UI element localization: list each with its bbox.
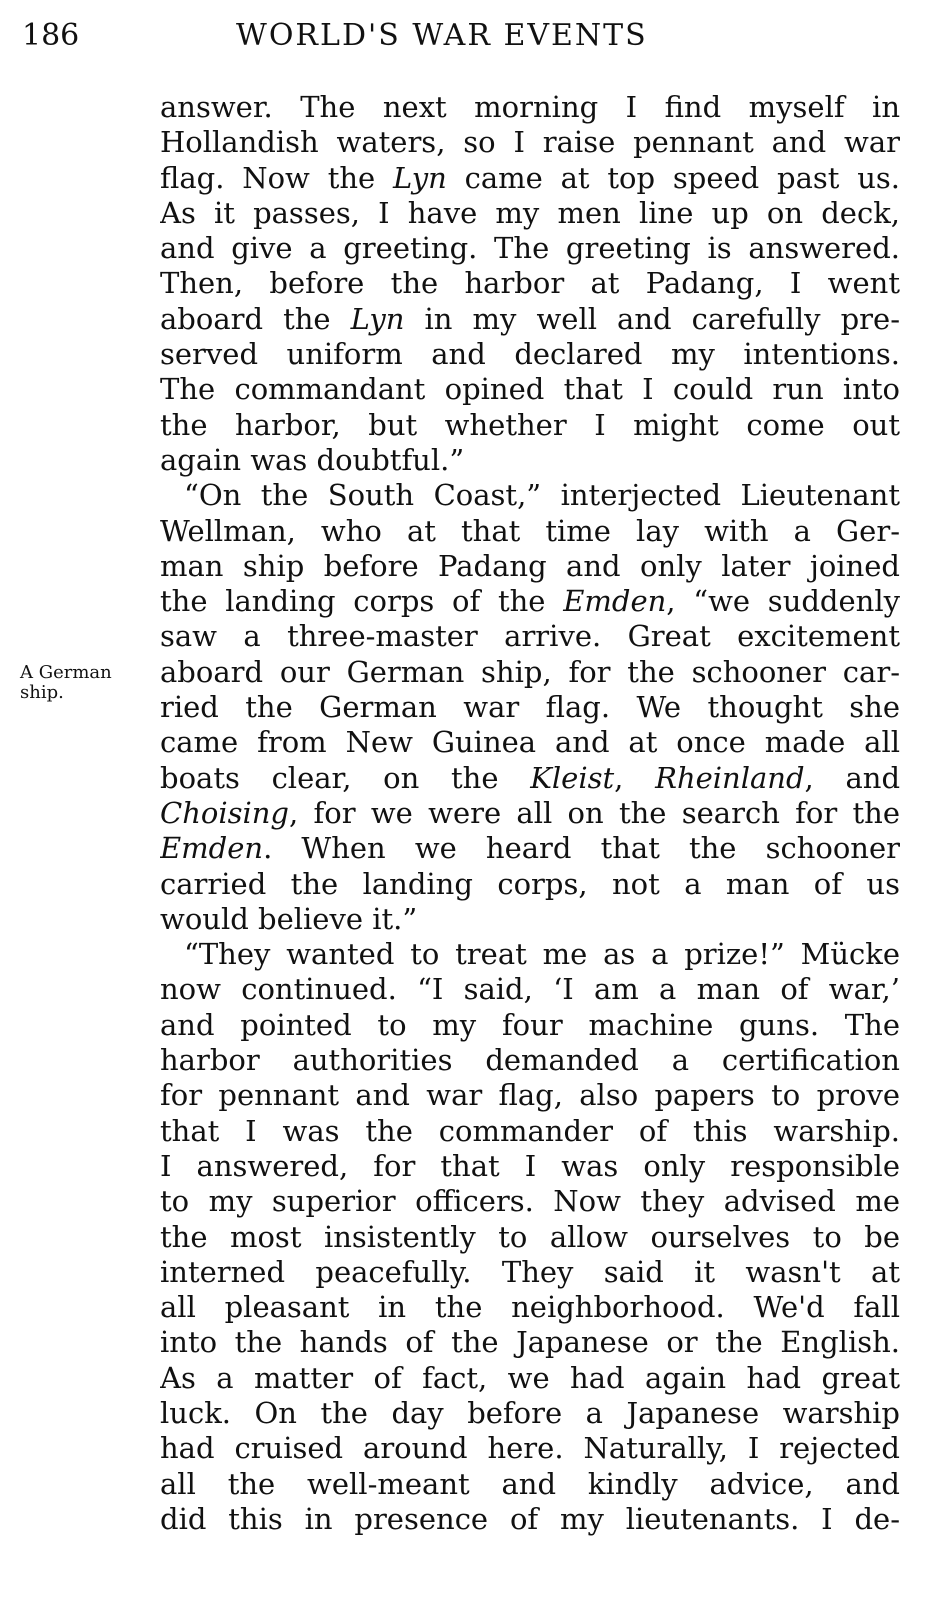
text-run: boats clear, on the [160, 760, 531, 795]
text-line [160, 302, 900, 337]
text-run: , “we suddenly [666, 584, 900, 619]
text-line [160, 1149, 900, 1184]
text-run: aboard the [160, 301, 351, 336]
text-run: the landing corps of the [160, 584, 564, 619]
text-line [160, 125, 900, 160]
text-line [160, 408, 900, 443]
ship-name: Choising [160, 795, 289, 830]
margin-note-line: ship. [20, 682, 64, 703]
text-line [160, 584, 900, 619]
text-run: The commandant opined that I could run into [160, 372, 900, 407]
text-run: now continued. “I said, ‘I am a man of war,’ [160, 972, 900, 1007]
text-run: luck. On the day before a Japanese warship [160, 1395, 900, 1430]
ship-name: Lyn [350, 301, 405, 336]
body-text [160, 90, 900, 1537]
text-run: Wellman, who at that time lay with a Ger- [160, 513, 900, 548]
page-number: 186 [22, 18, 80, 53]
text-run: did this in presence of my lieutenants. I de- [160, 1501, 900, 1536]
text-line [160, 1502, 900, 1537]
text-run: “On the South Coast,” interjected Lieutenant [184, 478, 900, 513]
text-run: aboard our German ship, for the schooner car- [160, 654, 900, 689]
text-line [160, 725, 900, 760]
text-run: saw a three-master arrive. Great excitement [160, 619, 900, 654]
margin-note [20, 663, 158, 703]
text-line [160, 972, 900, 1007]
text-run: and give a greeting. The greeting is answered. [160, 231, 900, 266]
text-line [160, 1325, 900, 1360]
text-line [160, 1255, 900, 1290]
text-run: all the well-meant and kindly advice, and [160, 1466, 900, 1501]
text-line [160, 902, 900, 937]
text-line [160, 867, 900, 902]
text-run: again was doubtful.” [160, 442, 465, 477]
text-run: came from New Guinea and at once made all [160, 725, 900, 760]
text-line [160, 1043, 900, 1078]
text-line [160, 796, 900, 831]
text-line [160, 161, 900, 196]
ship-name: Kleist [530, 760, 615, 795]
text-line [160, 1184, 900, 1219]
text-run: answer. The next morning I find myself in [160, 90, 900, 124]
text-line [160, 1361, 900, 1396]
text-run: “They wanted to treat me as a prize!” Mücke [184, 937, 900, 972]
text-run: , for we were all on the search for the [289, 795, 900, 830]
text-run: Then, before the harbor at Padang, I went [160, 266, 900, 301]
text-run: Hollandish waters, so I raise pennant and war [160, 125, 900, 160]
ship-name: Emden [160, 831, 264, 866]
text-run: As it passes, I have my men line up on deck, [160, 195, 900, 230]
text-line [160, 549, 900, 584]
text-line [160, 1078, 900, 1113]
text-run: . When we heard that the schooner [263, 831, 900, 866]
text-line [160, 690, 900, 725]
text-run: the harbor, but whether I might come out [160, 407, 900, 442]
ship-name: Lyn [393, 160, 447, 195]
text-run: would believe it.” [160, 901, 418, 936]
text-line [160, 831, 900, 866]
text-line [160, 196, 900, 231]
text-line [160, 478, 900, 513]
text-run: in my well and carefully pre- [404, 301, 900, 336]
text-line [160, 443, 900, 478]
text-line [160, 266, 900, 301]
text-line [160, 231, 900, 266]
text-line [160, 514, 900, 549]
text-run: ried the German war flag. We thought she [160, 690, 900, 725]
text-run: into the hands of the Japanese or the English. [160, 1325, 900, 1360]
text-line [160, 1290, 900, 1325]
margin-note-line: A German [20, 662, 112, 683]
text-line [160, 1396, 900, 1431]
text-run: had cruised around here. Naturally, I rejected [160, 1431, 900, 1466]
text-line [160, 1220, 900, 1255]
text-line [160, 372, 900, 407]
text-run: all pleasant in the neighborhood. We'd fall [160, 1290, 900, 1325]
text-line [160, 937, 900, 972]
ship-name: Emden [563, 584, 667, 619]
text-run: carried the landing corps, not a man of us [160, 866, 900, 901]
text-line [160, 337, 900, 372]
text-run: came at top speed past us. [446, 160, 900, 195]
text-run: served uniform and declared my intentions. [160, 337, 900, 372]
text-run: the most insistently to allow ourselves to be [160, 1219, 900, 1254]
ship-name: Rheinland [655, 760, 805, 795]
text-run: for pennant and war flag, also papers to prove [160, 1078, 900, 1113]
text-run: and pointed to my four machine guns. The [160, 1007, 900, 1042]
text-line [160, 1431, 900, 1466]
text-line [160, 655, 900, 690]
text-line [160, 761, 900, 796]
running-head: WORLD'S WAR EVENTS [236, 18, 648, 53]
text-line [160, 619, 900, 654]
text-run: I answered, for that I was only responsible [160, 1148, 900, 1183]
text-run: harbor authorities demanded a certification [160, 1043, 900, 1078]
text-run: , [614, 760, 656, 795]
text-line [160, 1114, 900, 1149]
text-run: As a matter of fact, we had again had great [160, 1360, 900, 1395]
text-line [160, 90, 900, 125]
text-run: flag. Now the [160, 160, 393, 195]
text-run: , and [804, 760, 900, 795]
text-line [160, 1008, 900, 1043]
text-run: that I was the commander of this warship. [160, 1113, 900, 1148]
text-run: to my superior officers. Now they advised me [160, 1184, 900, 1219]
text-run: interned peacefully. They said it wasn't at [160, 1254, 900, 1289]
text-line [160, 1467, 900, 1502]
text-run: man ship before Padang and only later joined [160, 548, 900, 583]
